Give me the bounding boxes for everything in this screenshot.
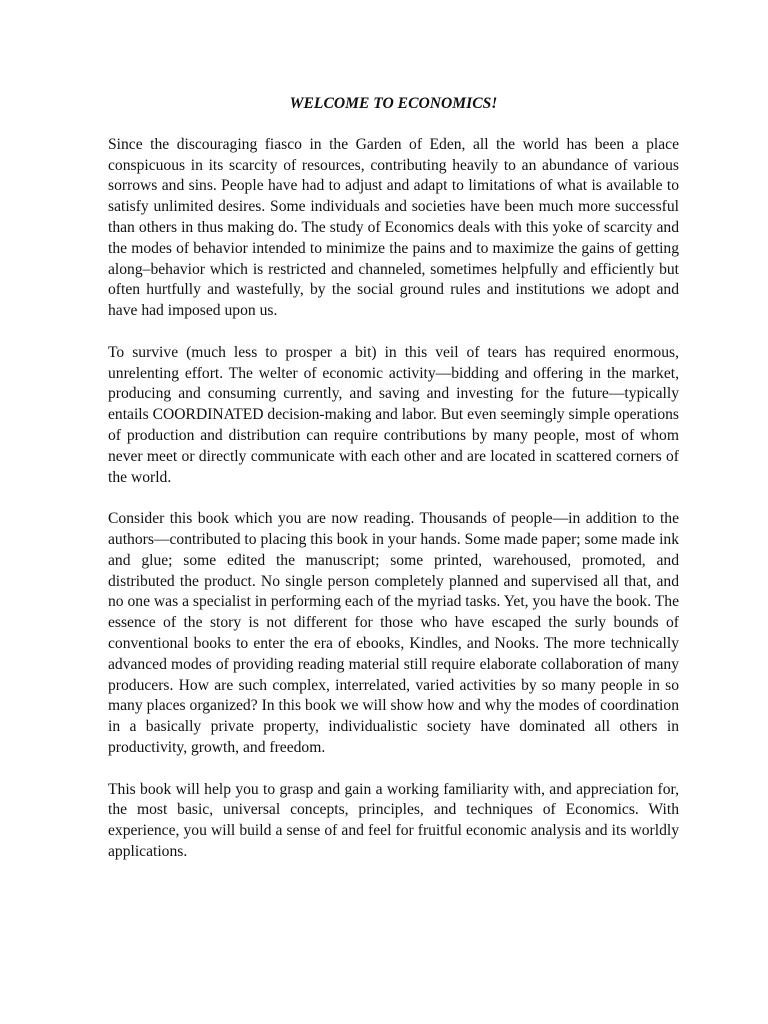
paragraph-1: Since the discouraging fiasco in the Garden of Eden, all the world has been a place conspicuous in its scarcity of resources, contributing heavily to an abundance of various sorrows and sins. People have had to adjust and adapt to limitations of what is available to satisfy unlimited desires. Some individuals and societies have been much more successful than others in thus making do. The study of Economics deals with this yoke of scarcity and the modes of behavior intended to minimize the pains and to maximize the gains of getting along–behavior which is restricted and channeled, sometimes helpfully and efficiently but often hurtfully and wastefully, by the social ground rules and institutions we adopt and have had imposed upon us. [108, 135, 679, 320]
document-body [108, 94, 679, 883]
document-title: WELCOME TO ECONOMICS! [289, 95, 498, 112]
paragraph-2: To survive (much less to prosper a bit) in this veil of tears has required enormous, unrelenting effort. The welter of economic activity—bidding and offering in the market, producing and consuming currently, and saving and investing for the future—typically entails COORDINATED decision-making and labor. But even seemingly simple operations of production and distribution can require contributions by many people, most of whom never meet or directly communicate with each other and are located in scattered corners of the world. [108, 343, 679, 486]
paragraph-4: This book will help you to grasp and gain a working familiarity with, and appreciation for, the most basic, universal concepts, principles, and techniques of Economics. With experience, you will build a sense of and feel for fruitful economic analysis and its worldly applications. [108, 780, 679, 860]
paragraph-3: Consider this book which you are now reading. Thousands of people—in addition to the authors—contributed to placing this book in your hands. Some made paper; some made ink and glue; some edited the manuscript; some printed, warehoused, promoted, and distributed the product. No single person completely planned and supervised all that, and no one was a specialist in performing each of the myriad tasks. Yet, you have the book. The essence of the story is not different for those who have escaped the surly bounds of conventional books to enter the era of ebooks, Kindles, and Nooks. The more technically advanced modes of providing reading material still require elaborate collaboration of many producers. How are such complex, interrelated, varied activities by so many people in so many places organized? In this book we will show how and why the modes of coordination in a basically private property, individualistic society have dominated all others in productivity, growth, and freedom. [108, 510, 679, 756]
